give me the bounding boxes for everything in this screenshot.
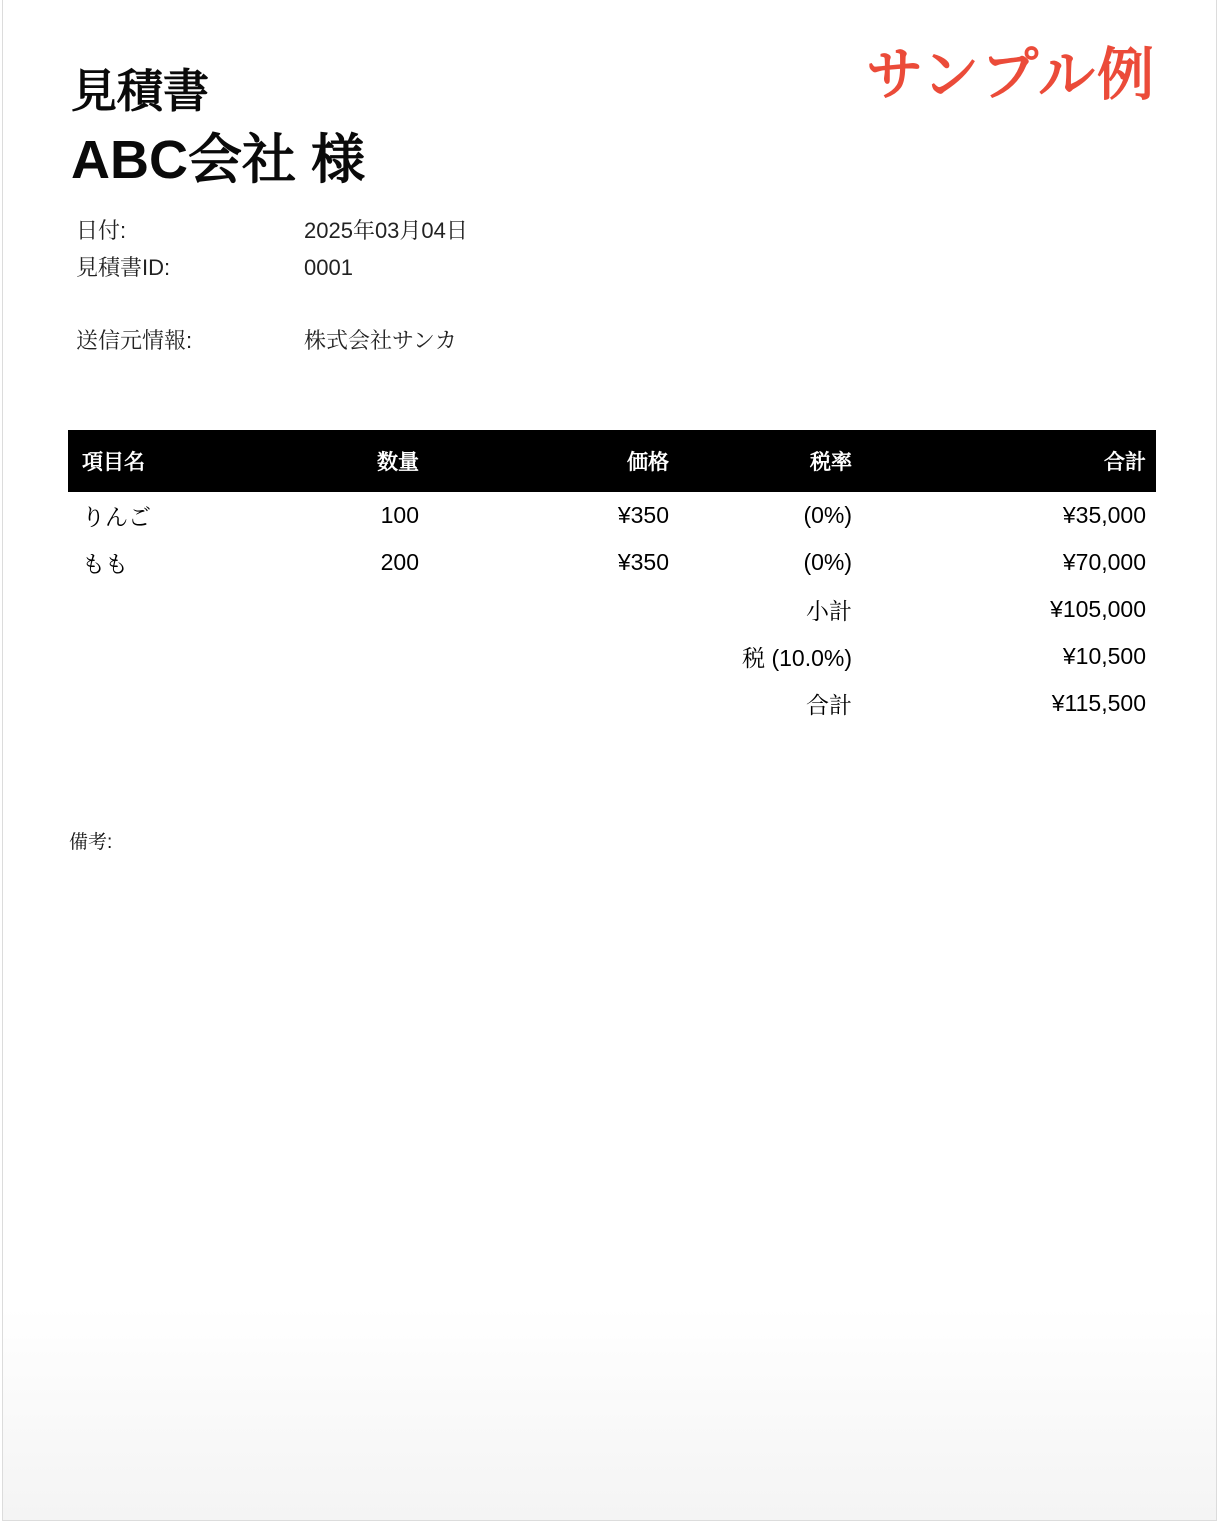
column-header-item: 項目名 <box>68 430 283 492</box>
summary-row-subtotal <box>68 586 1156 633</box>
quote-id-label: 見積書ID: <box>76 255 171 280</box>
items-table-container <box>68 430 1156 727</box>
tax-value: ¥10,500 <box>1062 643 1146 669</box>
meta-row-date <box>76 212 468 249</box>
document-meta <box>76 212 468 359</box>
item-total: ¥70,000 <box>1062 549 1146 575</box>
items-table <box>68 430 1156 727</box>
table-header-row <box>68 430 1156 492</box>
grand-total-label: 合計 <box>806 692 852 718</box>
date-label: 日付: <box>76 218 127 243</box>
column-header-tax: 税率 <box>679 430 862 492</box>
item-tax: (0%) <box>803 549 852 575</box>
tax-label: 税 (10.0%) <box>742 645 852 671</box>
meta-row-sender <box>76 322 468 359</box>
item-qty: 200 <box>380 549 419 575</box>
meta-row-id <box>76 249 468 286</box>
document-page <box>2 0 1217 1521</box>
item-tax: (0%) <box>803 502 852 528</box>
recipient-name: ABC会社 様 <box>71 130 365 190</box>
item-price: ¥350 <box>617 502 669 528</box>
sample-watermark: サンプル例 <box>866 43 1156 107</box>
item-price: ¥350 <box>617 549 669 575</box>
item-total: ¥35,000 <box>1062 502 1146 528</box>
summary-row-tax <box>68 633 1156 680</box>
item-qty: 100 <box>380 502 419 528</box>
table-row <box>68 492 1156 539</box>
column-header-total: 合計 <box>862 430 1156 492</box>
spacer-cell <box>68 633 679 680</box>
quote-id-value: 0001 <box>304 255 353 280</box>
sender-label: 送信元情報: <box>76 328 193 353</box>
sender-value: 株式会社サンカ <box>304 328 457 353</box>
spacer-cell <box>68 586 679 633</box>
table-row <box>68 539 1156 586</box>
column-header-price: 価格 <box>429 430 679 492</box>
subtotal-value: ¥105,000 <box>1050 596 1146 622</box>
date-value: 2025年03月04日 <box>304 218 468 243</box>
item-name: りんご <box>82 504 151 530</box>
item-name: もも <box>82 551 128 577</box>
document-title: 見積書 <box>71 65 209 117</box>
notes-label: 備考: <box>69 832 113 853</box>
summary-row-total <box>68 680 1156 727</box>
subtotal-label: 小計 <box>806 598 852 624</box>
grand-total-value: ¥115,500 <box>1051 690 1146 716</box>
spacer-cell <box>68 680 679 727</box>
column-header-qty: 数量 <box>283 430 429 492</box>
